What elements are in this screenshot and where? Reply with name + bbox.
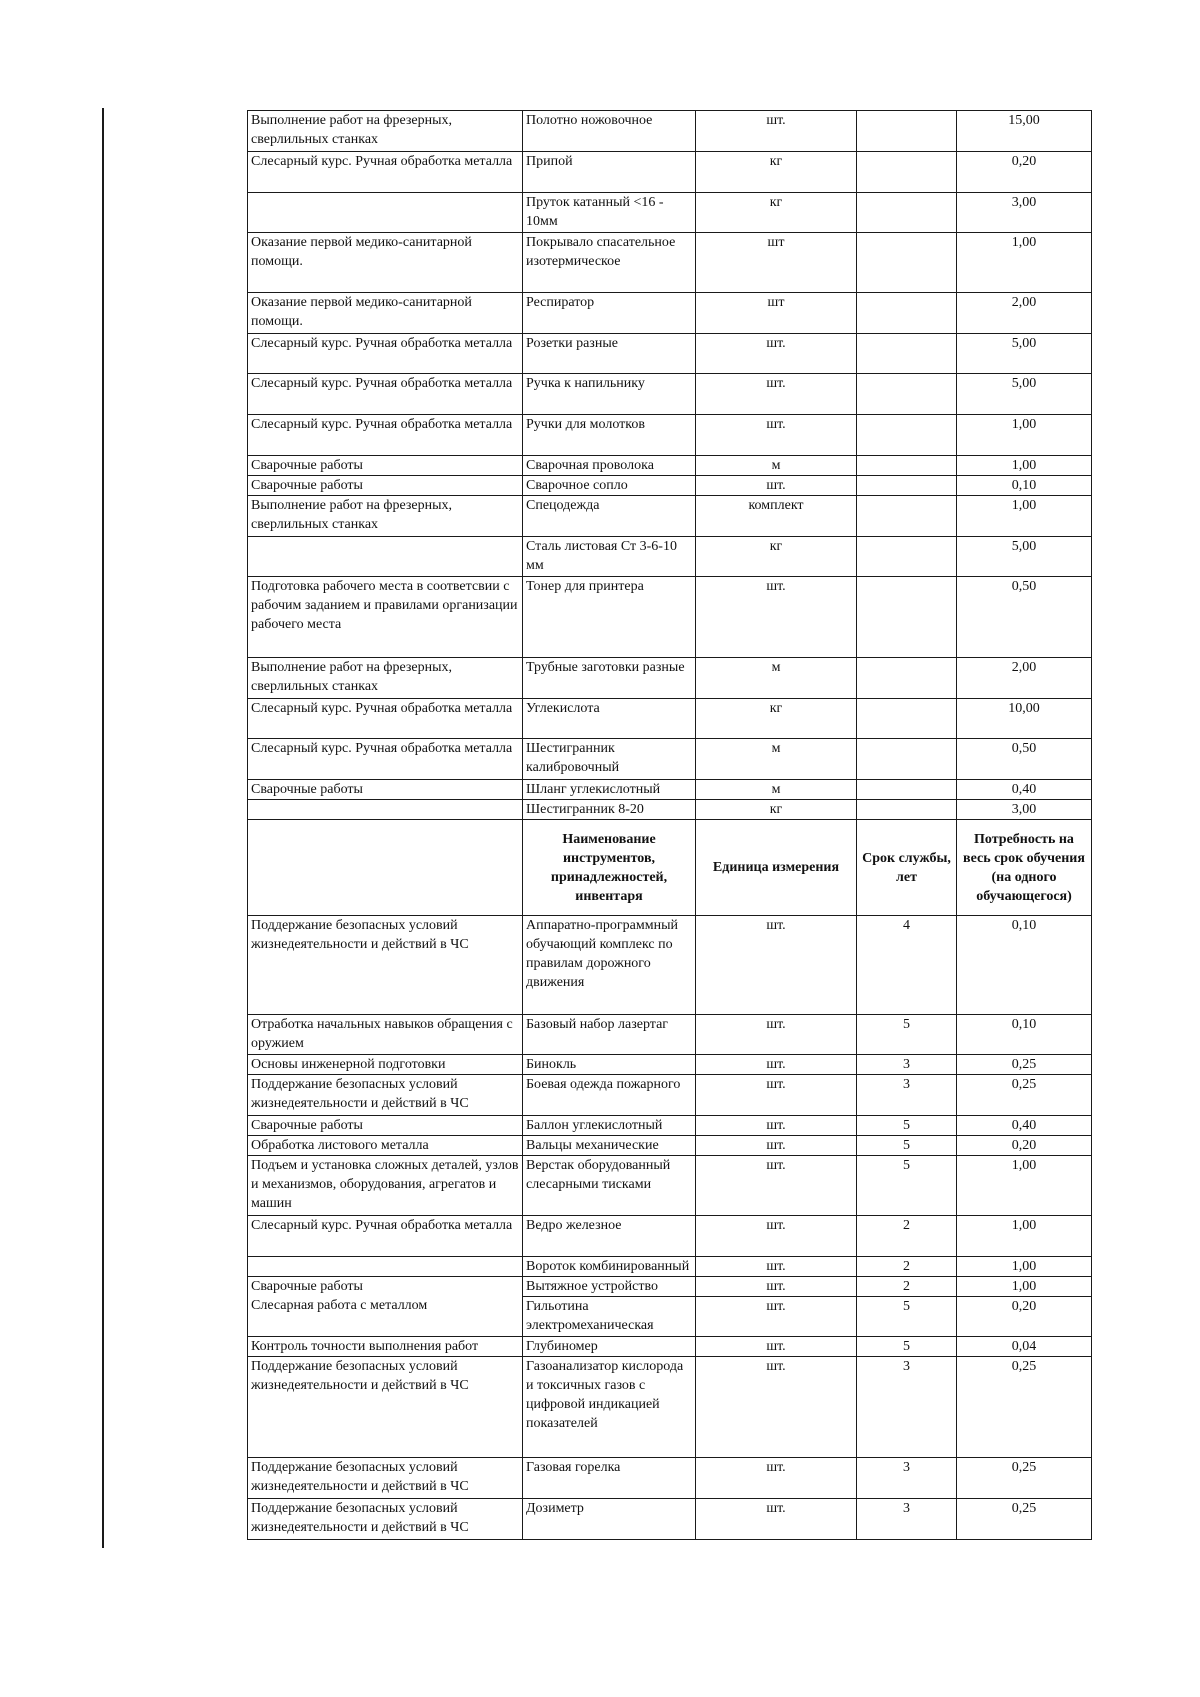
activity-cell: Поддержание безопасных условий жизнедеятельности и действий в ЧС	[248, 916, 523, 1015]
item-name-cell: Шестигранник 8-20	[523, 800, 696, 820]
unit-cell: шт	[696, 233, 857, 293]
table-row	[248, 1277, 1092, 1297]
activity-cell: Поддержание безопасных условий жизнедеятельности и действий в ЧС	[248, 1075, 523, 1116]
table-body	[248, 111, 1092, 1540]
item-name-cell: Верстак оборудованный слесарными тисками	[523, 1156, 696, 1216]
unit-cell: шт.	[696, 1458, 857, 1499]
item-name-cell: Ручки для молотков	[523, 415, 696, 456]
service-life-cell	[857, 780, 957, 800]
item-name-cell: Дозиметр	[523, 1499, 696, 1540]
unit-cell: шт.	[696, 1357, 857, 1458]
unit-cell: шт.	[696, 415, 857, 456]
unit-cell: кг	[696, 193, 857, 233]
item-name-cell: Пруток катанный <16 - 10мм	[523, 193, 696, 233]
table-row	[248, 334, 1092, 374]
item-name-cell: Сталь листовая Ст 3-6-10 мм	[523, 537, 696, 577]
header-cell-5: Потребность на весь срок обучения (на одного обучающегося)	[957, 820, 1092, 916]
table-row	[248, 577, 1092, 658]
unit-cell: шт.	[696, 1156, 857, 1216]
unit-cell: шт.	[696, 1216, 857, 1257]
table-row	[248, 496, 1092, 537]
table-row	[248, 1156, 1092, 1216]
quantity-cell: 1,00	[957, 233, 1092, 293]
header-cell-1	[248, 820, 523, 916]
quantity-cell: 1,00	[957, 1156, 1092, 1216]
service-life-cell: 5	[857, 1116, 957, 1136]
item-name-cell: Аппаратно-программный обучающий комплекс по правилам дорожного движения	[523, 916, 696, 1015]
activity-cell: Слесарный курс. Ручная обработка металла	[248, 415, 523, 456]
table-row	[248, 780, 1092, 800]
item-name-cell: Трубные заготовки разные	[523, 658, 696, 699]
activity-cell: Слесарный курс. Ручная обработка металла	[248, 334, 523, 374]
activity-cell: Выполнение работ на фрезерных, сверлильных станках	[248, 111, 523, 152]
service-life-cell: 5	[857, 1136, 957, 1156]
table-row	[248, 152, 1092, 193]
unit-cell: шт.	[696, 1277, 857, 1297]
unit-cell: шт	[696, 293, 857, 334]
quantity-cell: 3,00	[957, 800, 1092, 820]
activity-cell: Слесарный курс. Ручная обработка металла	[248, 1216, 523, 1257]
left-margin-rule	[102, 108, 104, 1548]
service-life-cell	[857, 658, 957, 699]
item-name-cell: Респиратор	[523, 293, 696, 334]
service-life-cell	[857, 800, 957, 820]
activity-cell: Слесарный курс. Ручная обработка металла	[248, 739, 523, 780]
table-row	[248, 1116, 1092, 1136]
service-life-cell: 3	[857, 1055, 957, 1075]
quantity-cell: 0,25	[957, 1055, 1092, 1075]
quantity-cell: 0,25	[957, 1357, 1092, 1458]
service-life-cell	[857, 293, 957, 334]
quantity-cell: 1,00	[957, 415, 1092, 456]
item-name-cell: Базовый набор лазертаг	[523, 1015, 696, 1055]
service-life-cell	[857, 476, 957, 496]
unit-cell: м	[696, 456, 857, 476]
unit-cell: шт.	[696, 1257, 857, 1277]
unit-cell: шт.	[696, 577, 857, 658]
service-life-cell: 4	[857, 916, 957, 1015]
table-row	[248, 456, 1092, 476]
table-row	[248, 916, 1092, 1015]
service-life-cell: 5	[857, 1156, 957, 1216]
item-name-cell: Шланг углекислотный	[523, 780, 696, 800]
activity-cell: Оказание первой медико-санитарной помощи.	[248, 293, 523, 334]
activity-cell: Выполнение работ на фрезерных, сверлильных станках	[248, 496, 523, 537]
service-life-cell: 5	[857, 1015, 957, 1055]
item-name-cell: Вороток комбинированный	[523, 1257, 696, 1277]
quantity-cell: 0,20	[957, 1297, 1092, 1337]
unit-cell: кг	[696, 800, 857, 820]
header-cell-4: Срок службы, лет	[857, 820, 957, 916]
unit-cell: шт.	[696, 374, 857, 415]
quantity-cell: 0,20	[957, 1136, 1092, 1156]
activity-cell: Выполнение работ на фрезерных, сверлильных станках	[248, 658, 523, 699]
unit-cell: шт.	[696, 476, 857, 496]
table-row	[248, 293, 1092, 334]
quantity-cell: 15,00	[957, 111, 1092, 152]
item-name-cell: Спецодежда	[523, 496, 696, 537]
table-row	[248, 1055, 1092, 1075]
service-life-cell: 3	[857, 1357, 957, 1458]
service-life-cell	[857, 699, 957, 739]
activity-cell: Сварочные работы	[248, 1116, 523, 1136]
quantity-cell: 1,00	[957, 496, 1092, 537]
unit-cell: комплект	[696, 496, 857, 537]
item-name-cell: Ручка к напильнику	[523, 374, 696, 415]
service-life-cell	[857, 537, 957, 577]
item-name-cell: Боевая одежда пожарного	[523, 1075, 696, 1116]
quantity-cell: 1,00	[957, 1216, 1092, 1257]
service-life-cell	[857, 334, 957, 374]
unit-cell: м	[696, 658, 857, 699]
unit-cell: шт.	[696, 1015, 857, 1055]
table-row	[248, 658, 1092, 699]
table-row	[248, 415, 1092, 456]
table-row	[248, 1458, 1092, 1499]
activity-cell	[248, 800, 523, 820]
quantity-cell: 0,10	[957, 916, 1092, 1015]
activity-cell: Сварочные работы Слесарная работа с металлом	[248, 1277, 523, 1337]
service-life-cell	[857, 739, 957, 780]
table-row	[248, 537, 1092, 577]
activity-cell: Слесарный курс. Ручная обработка металла	[248, 374, 523, 415]
quantity-cell: 0,10	[957, 1015, 1092, 1055]
quantity-cell: 0,10	[957, 476, 1092, 496]
header-cell-2: Наименование инструментов, принадлежностей, инвентаря	[523, 820, 696, 916]
table-row	[248, 1216, 1092, 1257]
item-name-cell: Бинокль	[523, 1055, 696, 1075]
activity-cell	[248, 193, 523, 233]
quantity-cell: 0,50	[957, 577, 1092, 658]
item-name-cell: Тонер для принтера	[523, 577, 696, 658]
header-cell-3: Единица измерения	[696, 820, 857, 916]
table-row	[248, 1015, 1092, 1055]
item-name-cell: Баллон углекислотный	[523, 1116, 696, 1136]
item-name-cell: Сварочное сопло	[523, 476, 696, 496]
activity-cell: Отработка начальных навыков обращения с оружием	[248, 1015, 523, 1055]
table-row	[248, 111, 1092, 152]
table-row	[248, 800, 1092, 820]
activity-cell: Подготовка рабочего места в соответсвии с рабочим заданием и правилами организации рабочего места	[248, 577, 523, 658]
unit-cell: шт.	[696, 111, 857, 152]
item-name-cell: Вытяжное устройство	[523, 1277, 696, 1297]
activity-cell: Контроль точности выполнения работ	[248, 1337, 523, 1357]
quantity-cell: 0,20	[957, 152, 1092, 193]
service-life-cell: 5	[857, 1337, 957, 1357]
unit-cell: шт.	[696, 1337, 857, 1357]
table-row	[248, 739, 1092, 780]
tools-header-row	[248, 820, 1092, 916]
table-row	[248, 193, 1092, 233]
service-life-cell	[857, 233, 957, 293]
service-life-cell	[857, 415, 957, 456]
item-name-cell: Вальцы механические	[523, 1136, 696, 1156]
quantity-cell: 5,00	[957, 537, 1092, 577]
quantity-cell: 0,25	[957, 1458, 1092, 1499]
service-life-cell: 3	[857, 1499, 957, 1540]
table-row	[248, 1136, 1092, 1156]
activity-cell: Сварочные работы	[248, 780, 523, 800]
item-name-cell: Ведро железное	[523, 1216, 696, 1257]
requirements-table	[247, 110, 1092, 1540]
activity-cell: Оказание первой медико-санитарной помощи.	[248, 233, 523, 293]
service-life-cell	[857, 111, 957, 152]
table-row	[248, 1075, 1092, 1116]
item-name-cell: Полотно ножовочное	[523, 111, 696, 152]
table-row	[248, 699, 1092, 739]
unit-cell: шт.	[696, 334, 857, 374]
quantity-cell: 1,00	[957, 1257, 1092, 1277]
service-life-cell: 5	[857, 1297, 957, 1337]
quantity-cell: 2,00	[957, 293, 1092, 334]
activity-cell: Подъем и установка сложных деталей, узлов и механизмов, оборудования, агрегатов и машин	[248, 1156, 523, 1216]
table-row	[248, 1337, 1092, 1357]
service-life-cell	[857, 577, 957, 658]
quantity-cell: 0,25	[957, 1075, 1092, 1116]
unit-cell: м	[696, 739, 857, 780]
activity-cell	[248, 537, 523, 577]
service-life-cell	[857, 496, 957, 537]
activity-cell: Слесарный курс. Ручная обработка металла	[248, 699, 523, 739]
table-row	[248, 1499, 1092, 1540]
item-name-cell: Гильотина электромеханическая	[523, 1297, 696, 1337]
quantity-cell: 0,40	[957, 780, 1092, 800]
quantity-cell: 3,00	[957, 193, 1092, 233]
service-life-cell: 2	[857, 1277, 957, 1297]
table-row	[248, 374, 1092, 415]
unit-cell: кг	[696, 152, 857, 193]
item-name-cell: Углекислота	[523, 699, 696, 739]
quantity-cell: 0,25	[957, 1499, 1092, 1540]
unit-cell: шт.	[696, 1116, 857, 1136]
item-name-cell: Глубиномер	[523, 1337, 696, 1357]
unit-cell: шт.	[696, 1075, 857, 1116]
quantity-cell: 2,00	[957, 658, 1092, 699]
quantity-cell: 0,50	[957, 739, 1092, 780]
service-life-cell	[857, 152, 957, 193]
activity-cell: Поддержание безопасных условий жизнедеятельности и действий в ЧС	[248, 1357, 523, 1458]
quantity-cell: 1,00	[957, 1277, 1092, 1297]
item-name-cell: Покрывало спасательное изотермическое	[523, 233, 696, 293]
unit-cell: шт.	[696, 1136, 857, 1156]
service-life-cell	[857, 193, 957, 233]
quantity-cell: 0,40	[957, 1116, 1092, 1136]
activity-cell: Слесарный курс. Ручная обработка металла	[248, 152, 523, 193]
unit-cell: м	[696, 780, 857, 800]
activity-cell: Обработка листового металла	[248, 1136, 523, 1156]
activity-cell: Сварочные работы	[248, 476, 523, 496]
activity-cell: Поддержание безопасных условий жизнедеятельности и действий в ЧС	[248, 1499, 523, 1540]
quantity-cell: 10,00	[957, 699, 1092, 739]
quantity-cell: 5,00	[957, 374, 1092, 415]
item-name-cell: Припой	[523, 152, 696, 193]
unit-cell: кг	[696, 699, 857, 739]
unit-cell: шт.	[696, 1055, 857, 1075]
unit-cell: шт.	[696, 1499, 857, 1540]
table-row	[248, 233, 1092, 293]
service-life-cell	[857, 374, 957, 415]
service-life-cell	[857, 456, 957, 476]
item-name-cell: Шестигранник калибровочный	[523, 739, 696, 780]
item-name-cell: Газоанализатор кислорода и токсичных газов с цифровой индикацией показателей	[523, 1357, 696, 1458]
item-name-cell: Розетки разные	[523, 334, 696, 374]
item-name-cell: Сварочная проволока	[523, 456, 696, 476]
quantity-cell: 1,00	[957, 456, 1092, 476]
activity-cell: Поддержание безопасных условий жизнедеятельности и действий в ЧС	[248, 1458, 523, 1499]
table-row	[248, 1357, 1092, 1458]
item-name-cell: Газовая горелка	[523, 1458, 696, 1499]
service-life-cell: 3	[857, 1075, 957, 1116]
table-row	[248, 476, 1092, 496]
activity-cell: Сварочные работы	[248, 456, 523, 476]
service-life-cell: 3	[857, 1458, 957, 1499]
quantity-cell: 0,04	[957, 1337, 1092, 1357]
activity-cell: Основы инженерной подготовки	[248, 1055, 523, 1075]
table-row	[248, 1257, 1092, 1277]
unit-cell: кг	[696, 537, 857, 577]
activity-cell	[248, 1257, 523, 1277]
unit-cell: шт.	[696, 916, 857, 1015]
service-life-cell: 2	[857, 1216, 957, 1257]
service-life-cell: 2	[857, 1257, 957, 1277]
quantity-cell: 5,00	[957, 334, 1092, 374]
unit-cell: шт.	[696, 1297, 857, 1337]
